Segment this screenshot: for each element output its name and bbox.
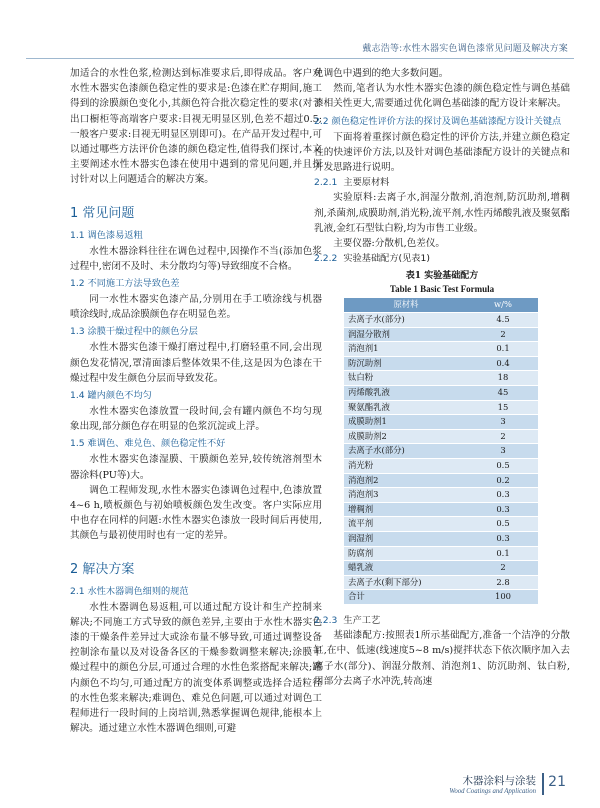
section-1-4-heading: 1.4 罐内颜色不均匀: [70, 390, 152, 402]
ratio-cell: 15: [468, 400, 538, 415]
table-row: [344, 517, 538, 532]
ratio-cell: 2: [468, 561, 538, 576]
table-row: [344, 531, 538, 546]
ratio-cell: 3: [468, 444, 538, 459]
ratio-cell: 0.5: [468, 517, 538, 532]
page-header: [0, 0, 600, 56]
section-2-2-2-heading: [314, 251, 570, 266]
material-cell: 成膜助剂1: [344, 415, 468, 430]
section-1-heading: 1 常见问题: [70, 205, 135, 221]
ratio-cell: 45: [468, 386, 538, 401]
table-caption-cn: 表1 实验基础配方: [405, 271, 479, 282]
table-row: [344, 488, 538, 503]
table-row: [344, 342, 538, 357]
table-row: [344, 546, 538, 561]
material-cell: 消泡剂3: [344, 488, 468, 503]
material-cell: 蜡乳液: [344, 561, 468, 576]
table-row: [344, 561, 538, 576]
ratio-cell: 0.4: [468, 356, 538, 371]
ratio-cell: 2.8: [468, 575, 538, 590]
section-2-heading: 2 解决方案: [70, 561, 135, 577]
table-row-total: [344, 590, 538, 605]
ratio-cell: 4.5: [468, 313, 538, 328]
ratio-cell: 3: [468, 415, 538, 430]
paragraph-1-2: 同一水性木器实色漆产品,分别用在手工喷涂线与机器喷涂线时,成品涂膜颜色存在明显色差。: [70, 294, 322, 321]
material-cell: 润湿分散剂: [344, 327, 468, 342]
material-cell: 消泡剂1: [344, 342, 468, 357]
ratio-cell: 0.2: [468, 473, 538, 488]
paragraph-1-4: 水性木器实色漆放置一段时间,会有罐内颜色不均匀现象出现,部分颜色存在明显的色浆沉淀或上浮。: [70, 406, 322, 433]
table-header-row: [344, 298, 538, 312]
header-rule: [26, 58, 574, 59]
paragraph-1-5b: 调色工程师发现,水性木器实色漆调色过程中,色漆放置4~6 h,喷板颜色与初始喷板颜色发生改变。客户实际应用中也存在同样的问题:水性木器实色漆放一段时间后再使用,其颜色与最初使用时也有一定的差异。: [70, 484, 322, 542]
table-row: [344, 502, 538, 517]
ratio-cell: 0.1: [468, 546, 538, 561]
material-cell: 防沉助剂: [344, 356, 468, 371]
paragraph-materials: 实验原料:去离子水,润湿分散剂,消泡剂,防沉助剂,增稠剂,杀菌剂,成膜助剂,消光粉,流平剂,水性丙烯酸乳液及聚氨酯乳液,金红石型钛白粉,均为市售工业级。: [314, 192, 570, 234]
paragraph-1-3: 水性木器实色漆干燥打磨过程中,打磨轻重不同,会出现颜色发花情况,罩清面漆后整体效果不佳,这是因为色漆在干燥过程中发生颜色分层而导致发花。: [70, 342, 322, 384]
material-cell: 消光粉: [344, 458, 468, 473]
journal-name-en: Wood Coatings and Application: [449, 788, 536, 795]
section-2-1-heading: 2.1 水性木器调色细则的规范: [70, 585, 189, 597]
material-cell: 去离子水(剩下部分): [344, 575, 468, 590]
ratio-cell: 0.3: [468, 502, 538, 517]
table-row: [344, 400, 538, 415]
table-row: [344, 313, 538, 328]
ratio-cell: 18: [468, 371, 538, 386]
ratio-cell: 0.3: [468, 488, 538, 503]
material-cell: 聚氨酯乳液: [344, 400, 468, 415]
paragraph-then: 然而,笔者认为水性木器实色漆的颜色稳定性与调色基础漆相关性更大,需要通过优化调色基础漆的配方设计来解决。: [314, 83, 570, 110]
table-caption-en: Table 1 Basic Test Formula: [389, 284, 495, 295]
material-cell: 增稠剂: [344, 502, 468, 517]
left-column: [70, 66, 322, 737]
table-row: [344, 371, 538, 386]
table-row: [344, 327, 538, 342]
section-2-2-1-heading: [314, 175, 570, 190]
paragraph-intro: 加适合的水性色浆,检测达到标准要求后,即得成品。客户对水性木器实色漆颜色稳定性的要求是:色漆在贮存期间,施工得到的涂膜颜色变化小,其颜色符合批次稳定性的要求(对于出口橱柜等高端客户要求:目视无明显区别,色差不超过0.5;一般客户要求:目视无明显区别即可)。在产品开发过程中,可以通过哪些方法评价色漆的颜色稳定性,值得我们探讨,本文主要阐述水性木器实色漆在使用中遇到的常见问题,并且探讨针对以上问题适合的解决方案。: [70, 68, 322, 186]
material-cell: 去离子水(部分): [344, 313, 468, 328]
paragraph-2-1: 水性木器调色易返粗,可以通过配方设计和生产控制来解决;不同施工方式导致的颜色差异,主要由于水性木器实色漆的干燥条件差异过大或涂布量不够导致,可通过调整设备控制涂布量以及对设备各区的干燥参数调整来解决;涂膜干燥过程中的颜色分层,可通过合理的水性色浆搭配来解决;罐内颜色不均匀,可通过配方的流变体系调整或选择合适粒径的水性色浆来解决;难调色、难兑色问题,可以通过对调色工程师进行一段时间的上岗培训,熟悉掌握调色规律,能根本上解决。通过建立水性木器调色细则,可避: [70, 601, 322, 735]
ratio-cell: 0.3: [468, 531, 538, 546]
section-number: 2.2.1: [314, 177, 338, 189]
paragraph-continued: 免调色中遇到的绝大多数问题。: [314, 68, 449, 79]
section-number: 2.2.3: [314, 614, 338, 626]
section-title: 主要原材料: [343, 177, 390, 189]
running-title: 戴志浩等:水性木器实色调色漆常见问题及解决方案: [362, 44, 568, 54]
table-row: [344, 429, 538, 444]
table-row: [344, 458, 538, 473]
page-footer: [0, 768, 600, 808]
ratio-cell: 0.5: [468, 458, 538, 473]
table-row: [344, 473, 538, 488]
right-column: [314, 66, 570, 689]
section-1-2-heading: 1.2 不同施工方法导致色差: [70, 278, 180, 290]
paragraph-2-2: 下面将着重探讨颜色稳定性的评价方法,并建立颜色稳定性的快速评价方法,以及针对调色基础漆配方设计的关键点和开发思路进行说明。: [314, 131, 570, 174]
table-row: [344, 386, 538, 401]
material-cell: 成膜助剂2: [344, 429, 468, 444]
section-title: 生产工艺: [343, 614, 381, 626]
section-number: 2.2.2: [314, 253, 338, 265]
table-row: [344, 444, 538, 459]
ratio-cell: 100: [468, 590, 538, 605]
material-cell: 防腐剂: [344, 546, 468, 561]
material-cell: 消泡剂2: [344, 473, 468, 488]
column-header-ratio: w/%: [468, 298, 538, 312]
paragraph-process: 基础漆配方:按照表1所示基础配方,准备一个洁净的分散缸,在中、低速(线速度5~8 m/s)搅拌状态下依次顺序加入去离子水(部分)、润湿分散剂、消泡剂1、防沉助剂、钛白粉,用部分去离子水冲洗,转高速: [314, 630, 570, 687]
section-2-2-3-heading: [314, 613, 570, 628]
table-row: [344, 575, 538, 590]
section-1-3-heading: 1.3 涂膜干燥过程中的颜色分层: [70, 326, 198, 338]
section-title: 实验基础配方(见表1): [343, 253, 430, 265]
material-cell: 去离子水(部分): [344, 444, 468, 459]
table-row: [344, 356, 538, 371]
footer-divider: [542, 773, 544, 795]
material-cell: 丙烯酸乳液: [344, 386, 468, 401]
paragraph-1-5a: 水性木器实色漆湿膜、干膜颜色差异,较传统溶剂型木器涂料(PU等)大。: [70, 454, 322, 481]
ratio-cell: 2: [468, 327, 538, 342]
material-cell: 钛白粉: [344, 371, 468, 386]
section-1-1-heading: 1.1 调色漆易返粗: [70, 229, 143, 241]
ratio-cell: 2: [468, 429, 538, 444]
table-row: [344, 415, 538, 430]
journal-name-cn: 木器涂料与涂装: [462, 775, 536, 787]
paragraph-instruments: 主要仪器:分散机,色差仪。: [333, 238, 446, 250]
material-cell: 合计: [344, 590, 468, 605]
material-cell: 流平剂: [344, 517, 468, 532]
section-1-5-heading: 1.5 难调色、难兑色、颜色稳定性不好: [70, 438, 226, 450]
page-number: 21: [548, 774, 566, 790]
formula-table: [344, 298, 538, 604]
section-2-2-heading: 2.2 颜色稳定性评价方法的探讨及调色基础漆配方设计关键点: [314, 115, 562, 127]
ratio-cell: 0.1: [468, 342, 538, 357]
column-header-material: 原材料: [344, 298, 468, 312]
paragraph-1-1: 水性木器涂料往往在调色过程中,因操作不当(添加色浆过程中,密闭不及时、未分散均匀等)导致细度不合格。: [70, 245, 322, 272]
material-cell: 润湿剂: [344, 531, 468, 546]
